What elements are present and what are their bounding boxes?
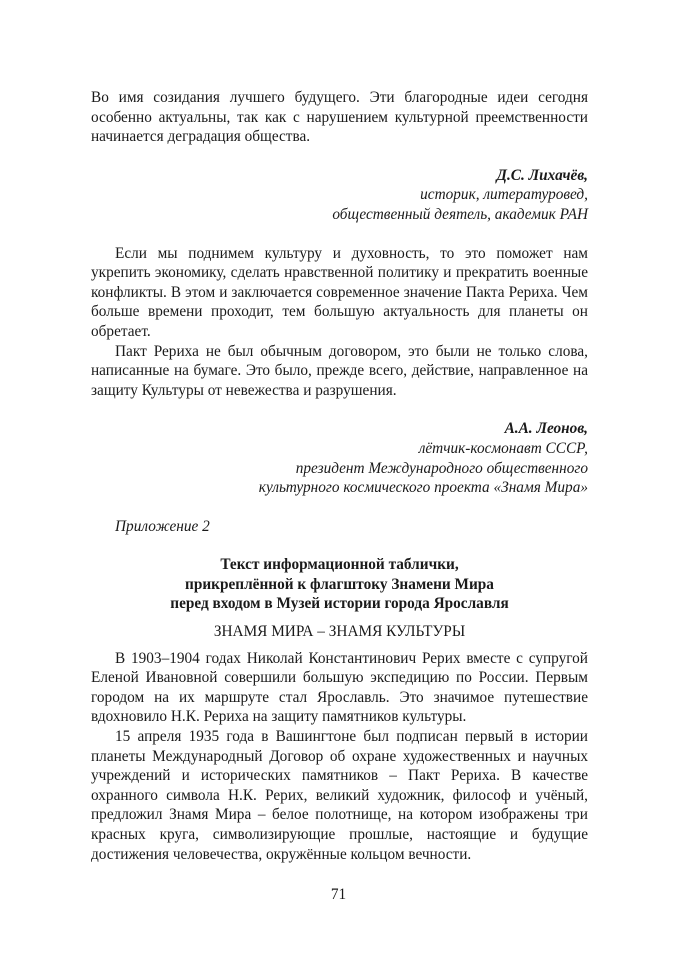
attribution-title: историк, литературовед, — [420, 186, 588, 204]
attribution-name: Д.С. Лихачёв, — [496, 166, 588, 184]
heading-line: прикреплённой к флагштоку Знамени Мира — [185, 575, 494, 593]
page-body — [91, 88, 588, 864]
heading-line: Текст информационной таблички, — [220, 556, 459, 574]
attribution-title: лётчик-космонавт СССР, — [418, 439, 588, 457]
paragraph-expedition: В 1903–1904 годах Николай Константинович Рерих вместе с супругой Еленой Ивановной совершили большую экспедицию по России. Первым городом на их маршруте стал Ярославль. Это значимое путешествие вдохновило Н.К. Рериха на защиту памятников культуры. — [91, 649, 588, 726]
page-number: 71 — [330, 886, 347, 903]
attribution-name: А.А. Леонов, — [504, 420, 588, 438]
attribution-title: президент Международного общественного — [295, 459, 588, 477]
heading-line: перед входом в Музей истории города Ярославля — [170, 595, 509, 613]
attribution-title: культурного космического проекта «Знамя Мира» — [258, 479, 588, 497]
attribution-leonov — [91, 419, 588, 497]
appendix-label: Приложение 2 — [115, 517, 210, 535]
attribution-title: общественный деятель, академик РАН — [332, 205, 588, 223]
paragraph-culture: Если мы поднимем культуру и духовность, то это поможет нам укрепить экономику, сделать нравственной политику и прекратить военные конфликты. В этом и заключается современное значение Пакта Рериха. Чем больше времени проходит, тем большую актуальность для планеты он обретает. — [91, 244, 588, 340]
paragraph-intro: Во имя созидания лучшего будущего. Эти благородные идеи сегодня особенно актуальны, так как с нарушением культурной преемственности начинается деградация общества. — [91, 89, 588, 146]
attribution-likhachev — [91, 166, 588, 225]
section-heading — [91, 555, 588, 614]
section-subheading: ЗНАМЯ МИРА – ЗНАМЯ КУЛЬТУРЫ — [213, 623, 466, 641]
paragraph-pact: Пакт Рериха не был обычным договором, это были не только слова, написанные на бумаге. Это было, прежде всего, действие, направленное на защиту Культуры от невежества и разрушения. — [91, 342, 588, 399]
paragraph-banner-of-peace: 15 апреля 1935 года в Вашингтоне был подписан первый в истории планеты Международный Договор об охране художественных и научных учреждений и исторических памятников – Пакт Рериха. В качестве охранного символа Н.К. Рерих, великий художник, философ и учёный, предложил Знамя Мира – белое полотнище, на котором изображены три красных круга, символизирующие прошлые, настоящие и будущие достижения человечества, окружённые кольцом вечности. — [91, 728, 588, 863]
